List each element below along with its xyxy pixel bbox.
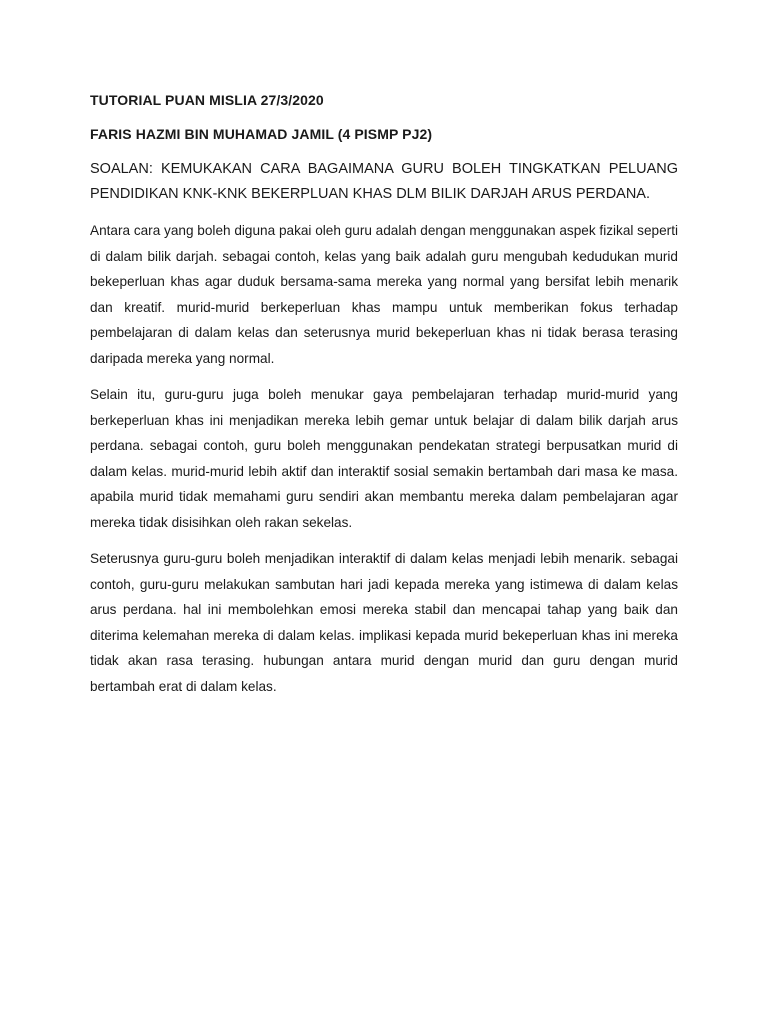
paragraph-3: Seterusnya guru-guru boleh menjadikan interaktif di dalam kelas menjadi lebih menarik. sebagai contoh, guru-guru melakukan sambutan hari jadi kepada mereka yang istimewa di dalam kelas arus perdana. hal ini membolehkan emosi mereka stabil dan mencapai tahap yang baik dan diterima kelemahan mereka di dalam kelas. implikasi kepada murid bekeperluan khas ini mereka tidak akan rasa terasing. hubungan antara murid dengan murid dan guru dengan murid bertambah erat di dalam kelas. [90, 551, 678, 694]
paragraph-2: Selain itu, guru-guru juga boleh menukar gaya pembelajaran terhadap murid-murid yang berkeperluan khas ini menjadikan mereka lebih gemar untuk belajar di dalam bilik darjah arus perdana. sebagai contoh, guru boleh menggunakan pendekatan strategi berpusatkan murid di dalam kelas. murid-murid lebih aktif dan interaktif sosial semakin bertambah dari masa ke masa. apabila murid tidak memahami guru sendiri akan membantu mereka dalam pembelajaran agar mereka tidak disisihkan oleh rakan sekelas. [90, 387, 678, 530]
document-title: TUTORIAL PUAN MISLIA 27/3/2020 [90, 92, 324, 108]
author-line: FARIS HAZMI BIN MUHAMAD JAMIL (4 PISMP PJ2) [90, 126, 433, 142]
question-text: SOALAN: KEMUKAKAN CARA BAGAIMANA GURU BOLEH TINGKATKAN PELUANG PENDIDIKAN KNK-KNK BEKERPLUAN KHAS DLM BILIK DARJAH ARUS PERDANA. [90, 161, 678, 202]
paragraph-1: Antara cara yang boleh diguna pakai oleh guru adalah dengan menggunakan aspek fizikal seperti di dalam bilik darjah. sebagai contoh, kelas yang baik adalah guru mengubah kedudukan murid bekeperluan khas agar duduk bersama-sama mereka yang normal yang bersifat lebih menarik dan kreatif. murid-murid berkeperluan khas mampu untuk memberikan fokus terhadap pembelajaran di dalam kelas dan seterusnya murid bekeperluan khas ni tidak berasa terasing daripada mereka yang normal. [90, 223, 678, 366]
document-page [90, 90, 678, 710]
